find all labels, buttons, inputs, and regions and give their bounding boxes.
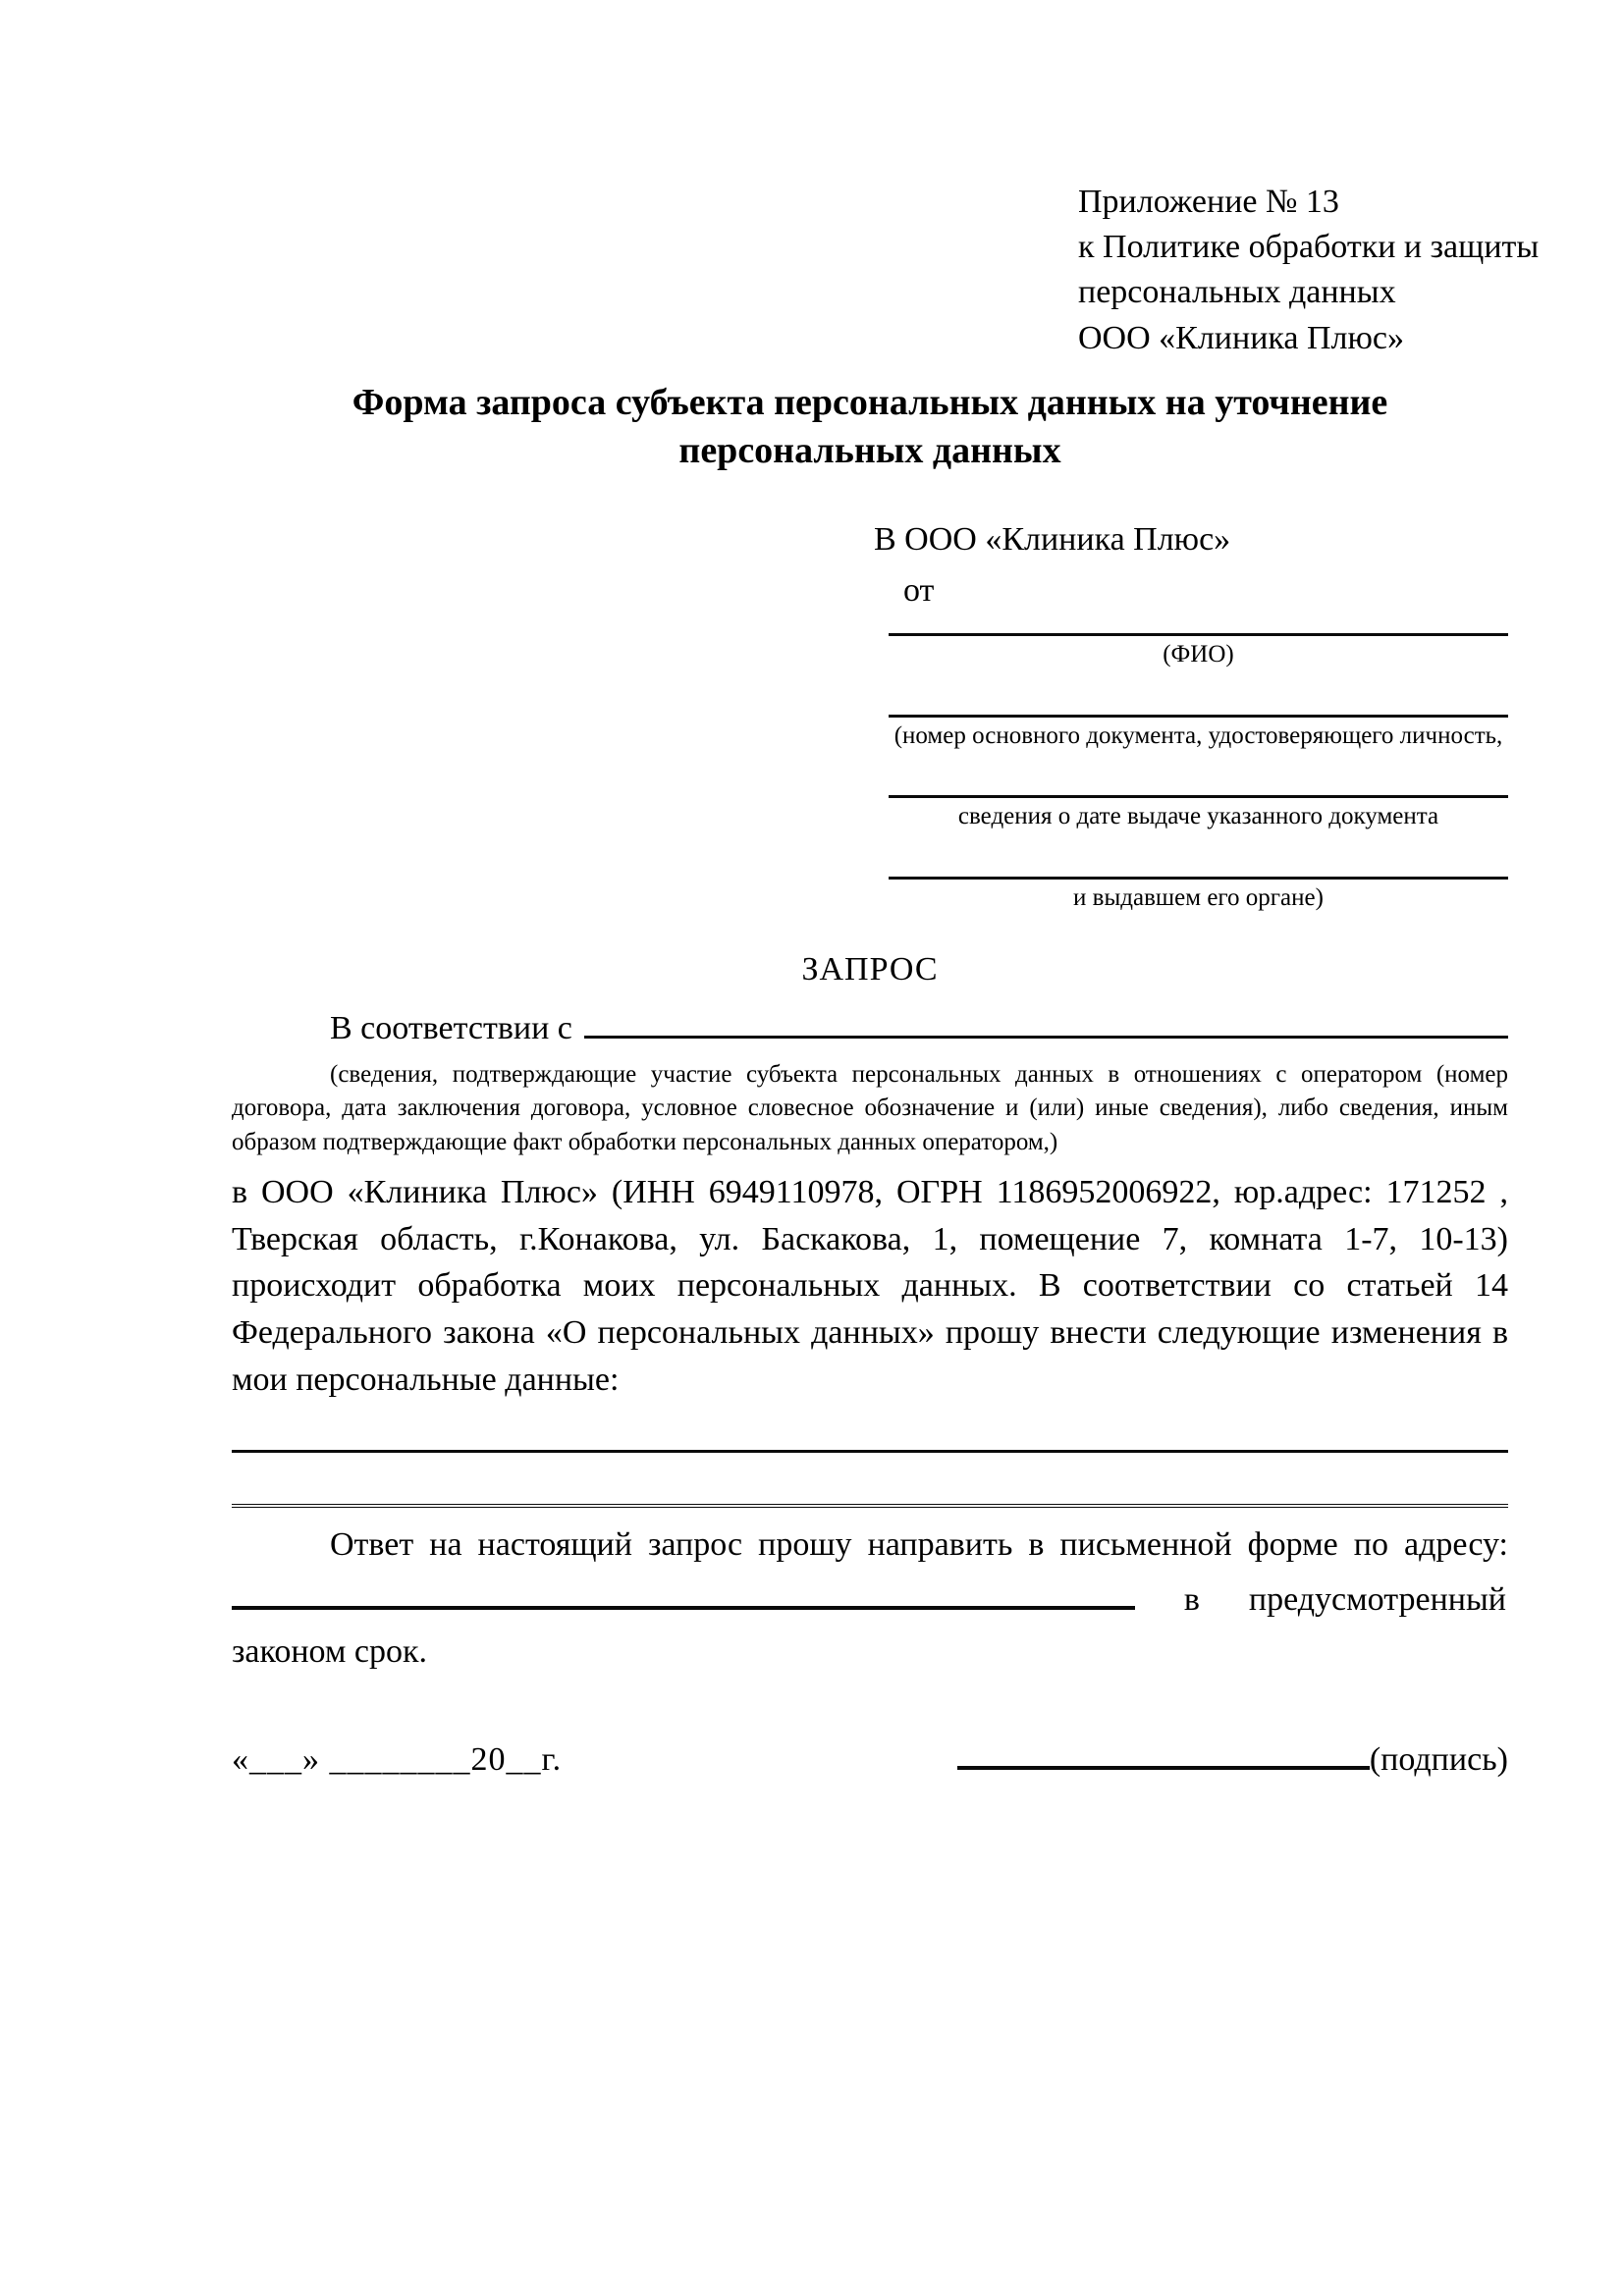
reply-word-v: в bbox=[1183, 1580, 1200, 1618]
appendix-line-3: персональных данных bbox=[1078, 274, 1396, 311]
appendix-block bbox=[1078, 180, 1540, 361]
accordance-row bbox=[232, 1002, 1508, 1051]
accordance-prefix: В соответствии с bbox=[330, 1010, 572, 1047]
address-blank-line bbox=[232, 1573, 1135, 1610]
reply-end-line: законом срок. bbox=[232, 1633, 427, 1671]
changes-blank-line-1 bbox=[232, 1403, 1508, 1453]
reply-line: Ответ на настоящий запрос прошу направить в письменной форме по адресу: bbox=[330, 1526, 1508, 1564]
issuing-authority-caption: и выдавшем его органе) bbox=[1073, 883, 1324, 911]
document-number-caption: (номер основного документа, удостоверяющего личность, bbox=[893, 721, 1503, 749]
issuing-authority-blank-line bbox=[889, 833, 1508, 880]
document-number-blank-line bbox=[889, 671, 1508, 718]
appendix-line-4: ООО «Клиника Плюс» bbox=[1078, 319, 1404, 356]
page-title: Форма запроса субъекта персональных данных на уточнение персональных данных bbox=[352, 381, 1388, 472]
appendix-line-2: к Политике обработки и защиты bbox=[1078, 229, 1540, 266]
addressee-block bbox=[232, 517, 1508, 914]
signature-caption: (подпись) bbox=[1369, 1740, 1508, 1778]
appendix-line-1: Приложение № 13 bbox=[1078, 184, 1339, 220]
fio-blank-line bbox=[889, 614, 1508, 636]
addressee-from-label: от bbox=[903, 571, 935, 609]
request-heading: ЗАПРОС bbox=[801, 951, 939, 988]
issue-date-field bbox=[889, 752, 1508, 833]
signature-blank-line bbox=[957, 1736, 1370, 1770]
issue-date-caption: сведения о дате выдаче указанного документа bbox=[957, 803, 1439, 830]
issuing-authority-field bbox=[889, 833, 1508, 915]
addressee-to: В ООО «Клиника Плюс» bbox=[874, 520, 1231, 558]
reply-word-predusmotrennyj: предусмотренный bbox=[1248, 1580, 1506, 1618]
fio-caption: (ФИО) bbox=[1163, 641, 1234, 668]
fio-field bbox=[889, 614, 1508, 671]
accordance-blank-line bbox=[584, 1002, 1508, 1039]
changes-blank-line-2 bbox=[232, 1453, 1508, 1508]
accordance-note: (сведения, подтверждающие участие субъекта персональных данных в отношениях с оператором (номер договора, дата заключения договора, условное словесное обозначение и (или) иные сведения), либо сведения, иным образом подтверждающие факт обработки персональных данных оператором,) bbox=[232, 1060, 1508, 1155]
issue-date-blank-line bbox=[889, 752, 1508, 798]
signature-row bbox=[232, 1736, 1508, 1783]
signature-area bbox=[957, 1736, 1508, 1783]
request-body: в ООО «Клиника Плюс» (ИНН 6949110978, ОГРН 1186952006922, юр.адрес: 171252 , Тверская область, г.Конакова, ул. Баскакова, 1, помещение 7, комната 1-7, 10-13) происходит обработка моих персональных данных. В соответствии со статьей 14 Федерального закона «О персональных данных» прошу внести следующие изменения в мои персональные данные: bbox=[232, 1174, 1508, 1398]
date-blank-line: «___» ________20__г. bbox=[232, 1740, 563, 1778]
document-number-field bbox=[889, 671, 1508, 753]
reply-address-row bbox=[232, 1573, 1508, 1624]
